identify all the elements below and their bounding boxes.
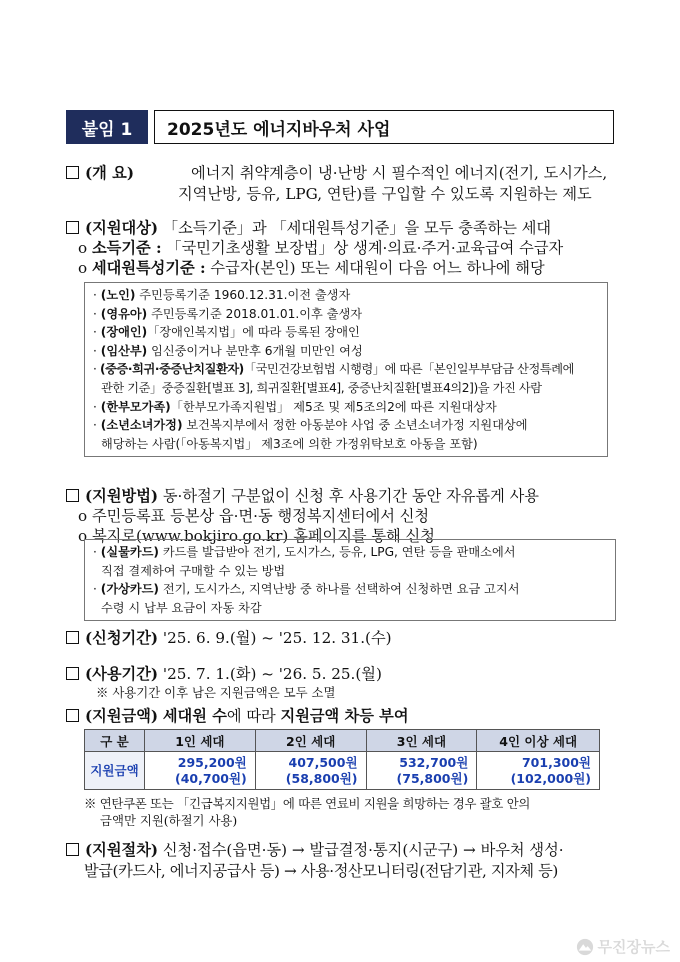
amount-note-1: ※ 연탄쿠폰 또는 「긴급복지지원법」에 따른 연료비 지원을 희망하는 경우 괄호 안의 [84, 796, 531, 811]
use-period-note: ※ 사용기간 이후 남은 지원금액은 모두 소멸 [96, 685, 336, 700]
amount-line: (지원금액) 세대원 수에 따라 지원금액 차등 부여 [66, 706, 409, 726]
checkbox-icon [66, 631, 79, 644]
table-header: 구 분 [85, 730, 145, 752]
apply-period-line: (신청기간) '25. 6. 9.(월) ~ '25. 12. 31.(수) [66, 628, 392, 648]
circle-bullet-icon: ο [78, 507, 88, 525]
checkbox-icon [66, 489, 79, 502]
procedure-line-1: (지원절차) 신청·접수(읍면·동) → 발급결정·통지(시군구) → 바우처 생성· [66, 840, 564, 860]
table-cell: 407,500원 (58,800원) [255, 752, 366, 790]
criteria-item: · (소년소녀가정) 보건복지부에서 정한 아동분야 사업 중 소년소녀가정 지원대상에 [93, 418, 528, 433]
use-period-line: (사용기간) '25. 7. 1.(화) ~ '26. 5. 25.(월) [66, 664, 382, 684]
table-header: 2인 세대 [255, 730, 366, 752]
mountain-logo-icon [576, 938, 594, 956]
criteria-box [84, 282, 608, 457]
card-method-box [84, 539, 616, 621]
income-criterion: ο 소득기준 : 「국민기초생활 보장법」상 생계·의료·주거·교육급여 수급자 [78, 239, 564, 257]
title-bar [66, 110, 614, 144]
table-cell: 701,300원 (102,000원) [477, 752, 600, 790]
overview-line-2: 지역난방, 등유, LPG, 연탄)를 구입할 수 있도록 지원하는 제도 [178, 185, 592, 203]
checkbox-icon [66, 166, 79, 179]
card-item-cont: 수령 시 납부 요금이 자동 차감 [101, 600, 262, 615]
method-sub-1: ο 주민등록표 등본상 읍·면·동 행정복지센터에서 신청 [78, 507, 430, 525]
circle-bullet-icon: ο [78, 239, 88, 257]
table-header: 4인 이상 세대 [477, 730, 600, 752]
criteria-item: · (중증·희귀·중증난치질환자)「국민건강보험법 시행령」에 따른「본인일부부담금 산정특례에 [93, 362, 574, 377]
method-sub-2: ο 복지로(www.bokjiro.go.kr) 홈페이지를 통해 신청 [78, 527, 435, 545]
amount-table [84, 729, 600, 790]
criteria-item-cont: 해당하는 사람(「아동복지법」 제3조에 의한 가정위탁보호 아동을 포함) [101, 436, 478, 451]
criteria-item: · (한부모가족)「한부모가족지원법」 제5조 및 제5조의2에 따른 지원대상자 [93, 399, 497, 414]
criteria-item: · (임산부) 임신중이거나 분만후 6개월 미만인 여성 [93, 343, 363, 358]
card-item: · (가상카드) 전기, 도시가스, 지역난방 중 하나를 선택하여 신청하면 요금 고지서 [93, 582, 520, 597]
appendix-tag: 붙임 1 [66, 110, 148, 144]
circle-bullet-icon: ο [78, 527, 88, 545]
checkbox-icon [66, 843, 79, 856]
watermark: 무진장뉴스 [576, 936, 670, 957]
overview-line-1: (개 요) 에너지 취약계층이 냉·난방 시 필수적인 에너지(전기, 도시가스, [66, 163, 607, 183]
method-line: (지원방법) 동·하절기 구분없이 신청 후 사용기간 동안 자유롭게 사용 [66, 486, 539, 506]
target-line: (지원대상) 「소득기준」과 「세대원특성기준」을 모두 충족하는 세대 [66, 218, 551, 238]
criteria-item: · (노인) 주민등록기준 1960.12.31.이전 출생자 [93, 288, 351, 302]
card-item: · (실물카드) 카드를 발급받아 전기, 도시가스, 등유, LPG, 연탄 등을 판매소에서 [93, 545, 516, 559]
card-item-cont: 직접 결제하여 구매할 수 있는 방법 [101, 563, 286, 578]
circle-bullet-icon: ο [78, 259, 88, 277]
page-title: 2025년도 에너지바우처 사업 [154, 110, 614, 144]
row-label: 지원금액 [85, 752, 145, 790]
criteria-item: · (영유아) 주민등록기준 2018.01.01.이후 출생자 [93, 306, 362, 321]
criteria-item-cont: 관한 기준」중증질환[별표 3], 희귀질환[별표4], 중증난치질환[별표4의2])을 가진 사람 [101, 380, 542, 395]
criteria-item: · (장애인)「장애인복지법」에 따라 등록된 장애인 [93, 325, 360, 340]
table-row [85, 752, 600, 790]
checkbox-icon [66, 221, 79, 234]
amount-note-2: 금액만 지원(하절기 사용) [100, 813, 238, 828]
table-header: 3인 세대 [366, 730, 477, 752]
table-header-row [85, 730, 600, 752]
checkbox-icon [66, 667, 79, 680]
checkbox-icon [66, 709, 79, 722]
household-criterion: ο 세대원특성기준 : 수급자(본인) 또는 세대원이 다음 어느 하나에 해당 [78, 259, 545, 277]
table-cell: 295,200원 (40,700원) [145, 752, 256, 790]
table-header: 1인 세대 [145, 730, 256, 752]
procedure-line-2: 발급(카드사, 에너지공급사 등) → 사용·정산모니터링(전담기관, 지자체 등) [84, 862, 558, 880]
table-cell: 532,700원 (75,800원) [366, 752, 477, 790]
